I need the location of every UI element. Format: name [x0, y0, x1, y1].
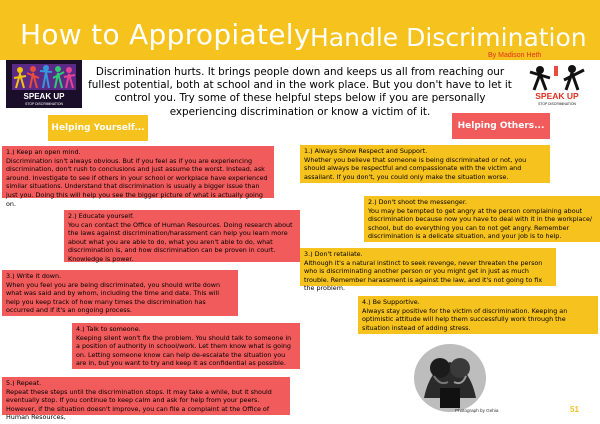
- logo-left-text: SPEAK UP: [23, 92, 65, 101]
- page-title-right: Handle Discrimination: [310, 23, 587, 52]
- self-tip-4: [72, 323, 300, 369]
- intro-paragraph: Discrimination hurts. It brings people down and keeps us all from reaching our fullest potential, both at school and in the work place. But you don't have to let it control you. Try some of these helpful steps below if you are personally experiencing discrimination or know a victim of it.: [88, 66, 512, 118]
- page-title-left: How to Appropiately: [20, 18, 311, 51]
- others-tip-heading: 3.) Don't retaliate.: [304, 250, 363, 258]
- self-tip-body: You can contact the Office of Human Resources. Doing research about the laws against discrimination/harassment can help you learn more about what you are able to do, what you aren't able to do, what discrimination is, and how discrimination can be proven in court. Knowledge is power.: [68, 220, 293, 263]
- helping-others-heading: Helping Others...: [452, 113, 550, 139]
- logo-right-subtext: STOP DISCRIMINATION: [538, 102, 576, 106]
- photo-credit: Photograph by Gehia: [455, 408, 499, 413]
- others-tip-body: You may be tempted to get angry at the person complaining about discrimination because now you have to deal with it in the workplace/ school, but do everything you can to not get angry. Remember discrimination is a delicate situation, and your job is to help.: [368, 206, 593, 241]
- others-tip-body: Although it's a natural instinct to seek revenge, never threaten the person who is discriminating another person or you might get in just as much trouble. Remember harassment is against the law, and it's not going to fix the problem.: [304, 258, 543, 293]
- others-tip-4: [358, 296, 598, 334]
- self-tip-heading: 3.) Write it down.: [6, 272, 62, 280]
- speak-up-logo-left: [6, 60, 82, 108]
- self-tip-1: [2, 146, 274, 208]
- helping-yourself-heading: Helping Yourself...: [48, 115, 148, 141]
- author-byline: By Madison Heth: [488, 52, 542, 59]
- self-tip-heading: 1.) Keep an open mind.: [6, 148, 81, 156]
- self-tip-heading: 2.) Educate yourself.: [68, 212, 134, 220]
- others-tip-body: Always stay positive for the victim of discrimination. Keeping an optimistic attitude will help them successfully work through the situation instead of adding stress.: [362, 306, 568, 332]
- others-tip-body: Whether you believe that someone is being discriminated or not, you should always be respectful and compassionate with the victim and assailant. If you don't, you could only make the situation worse.: [304, 155, 527, 181]
- people-photo: [410, 338, 490, 416]
- self-tip-body: Discrimination isn't always obvious. But if you feel as if you are experiencing discrimination, don't rush to conclusions and just assume the worst. Instead, ask around. Investigate to see if others in your school or workplace have experienced similar situations. Understand that discrimination is usually a bigger issue than just you. Doing this will help you see the bigger picture of what is actually going on.: [6, 156, 268, 208]
- self-tip-heading: 4.) Talk to someone.: [76, 325, 141, 333]
- self-tip-body: Keeping silent won't fix the problem. You should talk to someone in a position of authority in school/work. Let them know what is going on. Letting someone know can help de-escalate the situation you are in, but you want to try and keep it as confidential as possible.: [76, 333, 292, 368]
- others-tip-heading: 1.) Always Show Respect and Support.: [304, 147, 428, 155]
- self-tip-heading: 5.) Repeat.: [6, 379, 42, 387]
- others-tip-1: [300, 145, 550, 183]
- self-tip-body: Repeat these steps until the discrimination stops. It may take a while, but it should eventually stop. If you continue to keep calm and ask for help from your peers. However, if the situation doesn't improve, you can file a complaint at the Office of Human Resources,: [6, 387, 272, 422]
- speak-up-logo-right: [520, 62, 594, 108]
- page-number: 51: [570, 405, 579, 414]
- self-tip-body: When you feel you are being discriminated, you should write down what was said and by whom, including the time and date. This will help you keep track of how many times the discrimination has occurred and if it's an ongoing process.: [6, 280, 221, 315]
- others-tip-heading: 4.) Be Supportive.: [362, 298, 420, 306]
- self-tip-5: [2, 377, 290, 422]
- self-tip-3: [2, 270, 238, 316]
- logo-left-subtext: STOP DISCRIMINATION: [25, 102, 63, 106]
- logo-right-text: SPEAK UP: [535, 91, 579, 101]
- others-tip-3: [300, 248, 556, 293]
- others-tip-2: [364, 196, 600, 242]
- self-tip-2: [64, 210, 300, 262]
- others-tip-heading: 2.) Don't shoot the messenger.: [368, 198, 467, 206]
